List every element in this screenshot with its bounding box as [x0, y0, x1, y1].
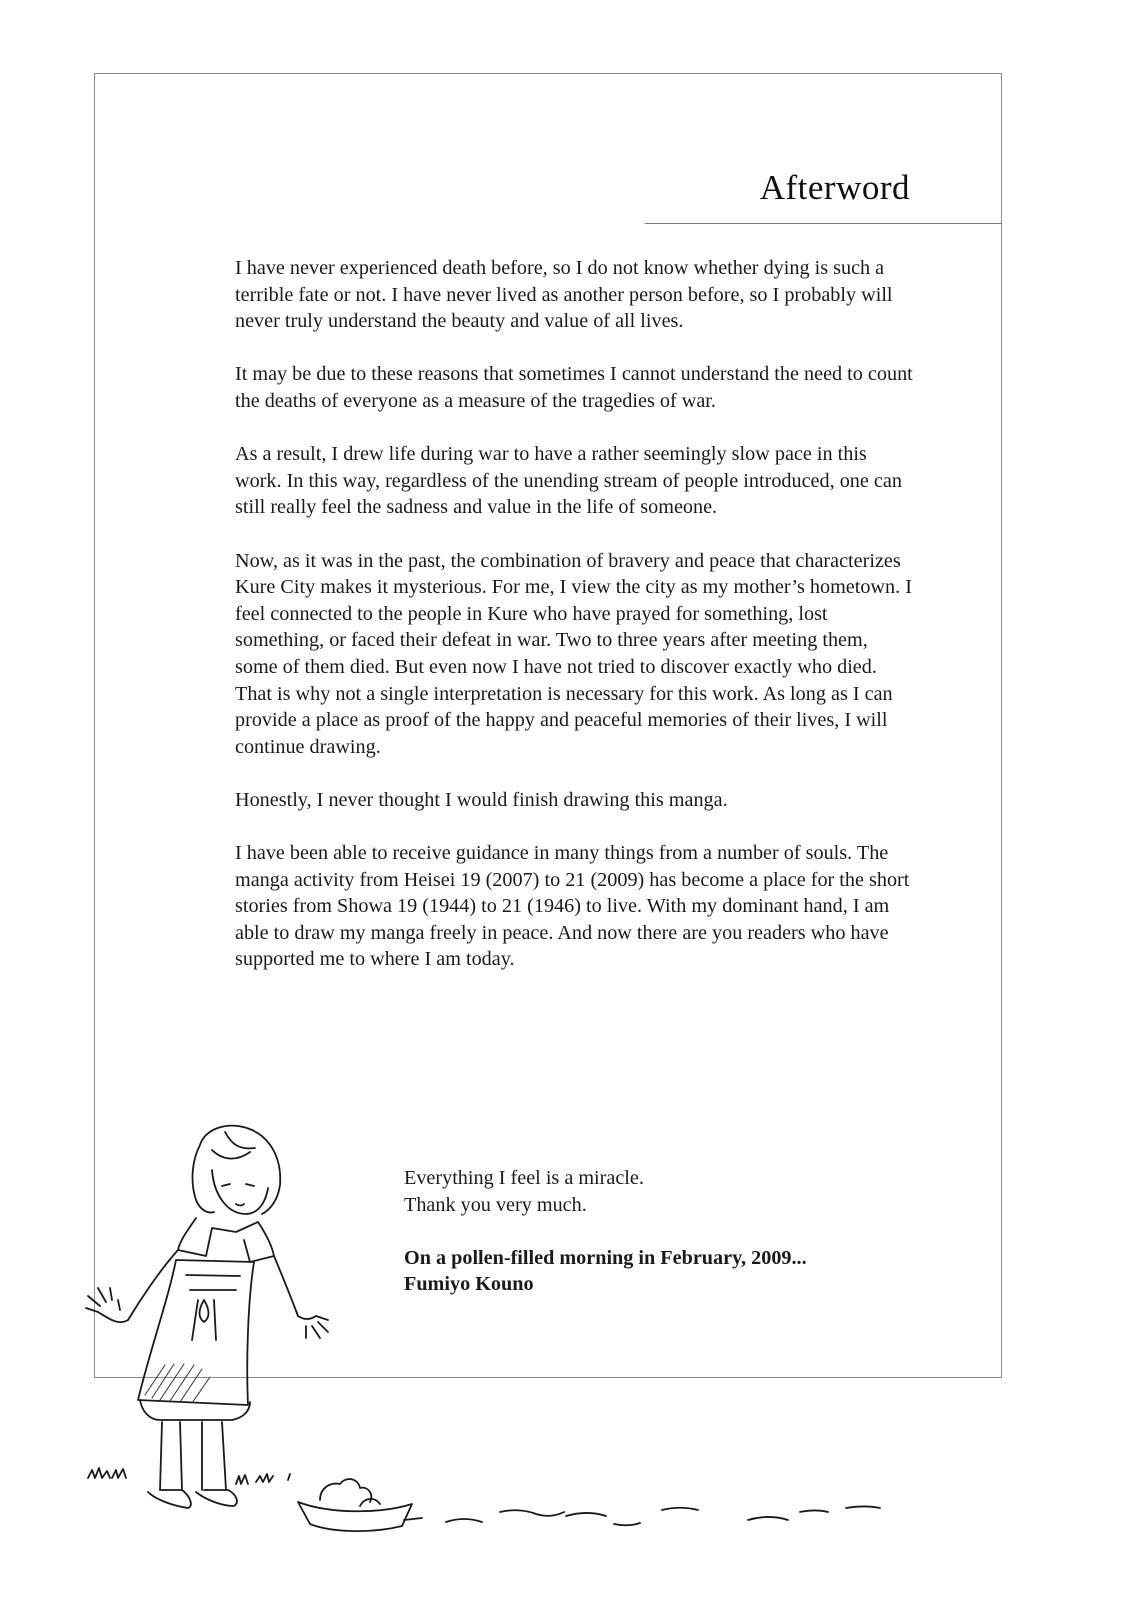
paragraph-4: Now, as it was in the past, the combination of bravery and peace that characterizes Kure City makes it mysterious. For me, I view the city as my mother’s hometown. I feel connected to the people in Kure who have prayed for something, lost something, or faced their defeat in war. Two to three years after meeting them, some of them died. But even now I have not tried to discover exactly who died. That is why not a single interpretation is necessary for this work. As long as I can provide a place as proof of the happy and peaceful memories of their lives, I will continue drawing. — [235, 549, 912, 758]
closing-block — [404, 1165, 924, 1325]
closing-message — [404, 1165, 924, 1218]
author-name: Fumiyo Kouno — [404, 1273, 534, 1296]
paragraph-2: It may be due to these reasons that sometimes I cannot understand the need to count the deaths of everyone as a measure of the tragedies of war. — [235, 363, 913, 412]
closing-line-1: Everything I feel is a miracle. — [404, 1167, 644, 1189]
paragraph-6: I have been able to receive guidance in many things from a number of souls. The manga activity from Heisei 19 (2007) to 21 (2009) has become a place for the short stories from Showa 19 (1944) to 21 (1946) to live. With my dominant hand, I am able to draw my manga freely in peace. And now there are you readers who have supported me to where I am today. — [235, 842, 910, 971]
signature — [404, 1245, 924, 1298]
paragraph-5: Honestly, I never thought I would finish drawing this manga. — [235, 788, 728, 811]
title-underline — [645, 223, 1002, 224]
dateline: On a pollen-filled morning in February, 2009... — [404, 1246, 807, 1269]
afterword-body — [235, 255, 915, 1000]
closing-line-2: Thank you very much. — [404, 1193, 587, 1216]
paragraph-3: As a result, I drew life during war to have a rather seemingly slow pace in this work. In this way, regardless of the unending stream of people introduced, one can still really feel the sadness and value in the life of someone. — [235, 443, 902, 519]
paragraph-1: I have never experienced death before, so I do not know whether dying is such a terrible fate or not. I have never lived as another person before, so I probably will never truly understand the beauty and value of all lives. — [235, 257, 893, 333]
page-title: Afterword — [759, 168, 910, 207]
